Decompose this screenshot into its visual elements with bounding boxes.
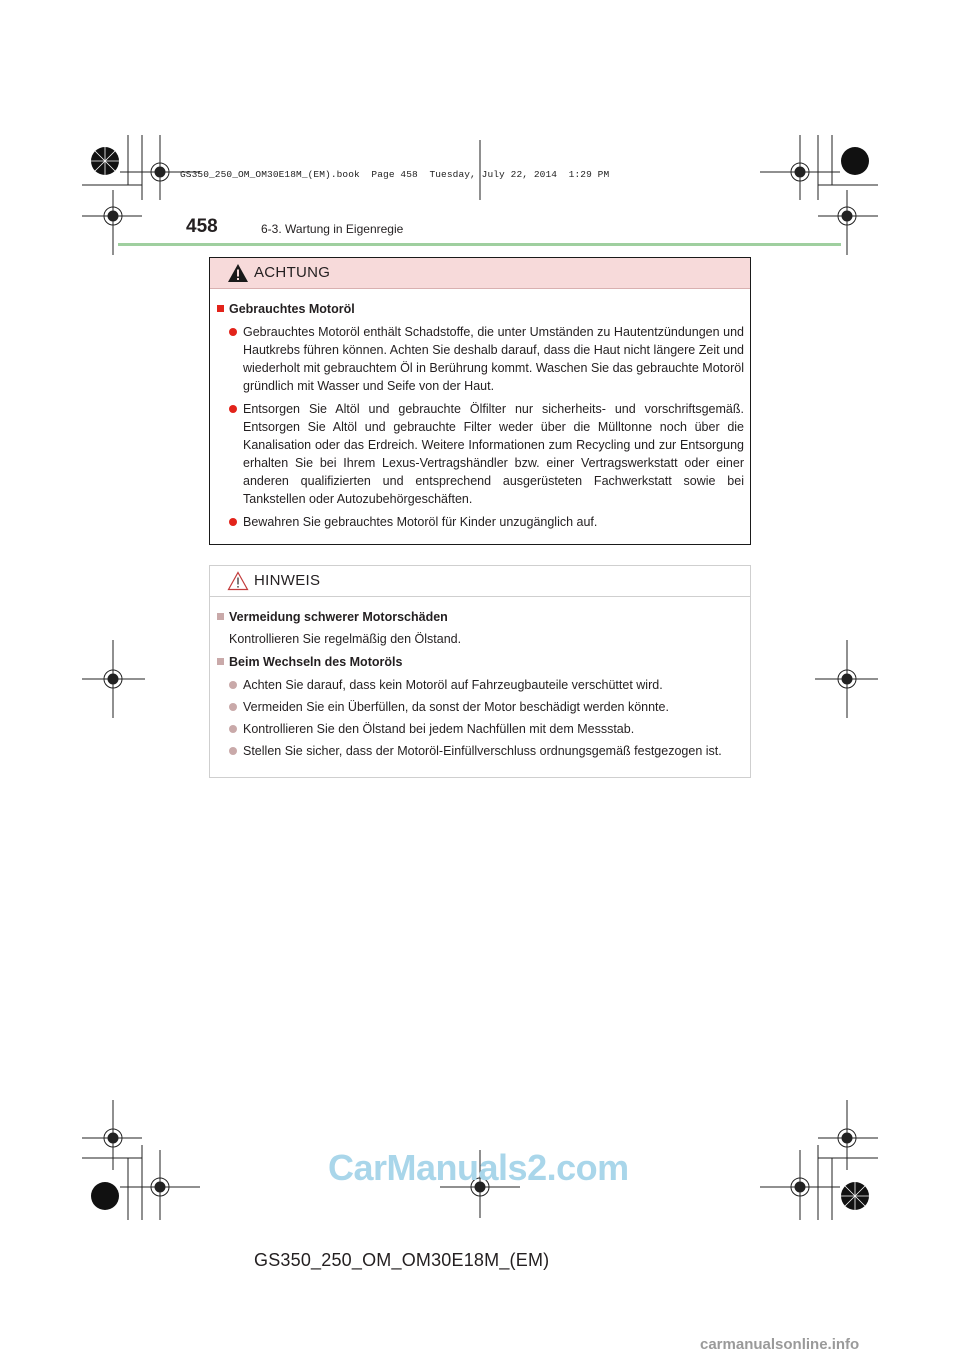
page-number: 458 bbox=[186, 216, 218, 237]
warning-body bbox=[210, 300, 750, 531]
square-bullet-icon bbox=[217, 613, 224, 620]
round-bullet-icon bbox=[229, 328, 237, 336]
square-bullet-icon bbox=[217, 305, 224, 312]
warning-bullet: Gebrauchtes Motoröl enthält Schadstoffe, die unter Umständen zu Hautentzündungen und Hautkrebs führen können. Achten Sie deshalb darauf, dass die Haut nicht längere Zeit und wiederholt mit gebrauchtem Öl in Berührung kommt. Waschen Sie das gebrauchte Motoröl gründlich mit Wasser und Seife von der Haut. bbox=[217, 323, 744, 395]
notice-box bbox=[209, 565, 751, 778]
round-bullet-icon bbox=[229, 703, 237, 711]
round-bullet-icon bbox=[229, 725, 237, 733]
square-bullet-icon bbox=[217, 658, 224, 665]
caution-triangle-outline-icon bbox=[227, 571, 249, 591]
notice-title: HINWEIS bbox=[254, 572, 321, 589]
notice-text: Kontrollieren Sie regelmäßig den Ölstand. bbox=[229, 632, 462, 646]
watermark-carmanuals2: CarManuals2.com bbox=[328, 1147, 629, 1188]
watermark-carmanualsonline: carmanualsonline.info bbox=[700, 1336, 860, 1353]
notice-bullet: Stellen Sie sicher, dass der Motoröl-Einfüllverschluss ordnungsgemäß festgezogen ist. bbox=[217, 742, 744, 760]
notice-heading: Beim Wechseln des Motoröls bbox=[217, 653, 744, 671]
notice-bullet: Vermeiden Sie ein Überfüllen, da sonst der Motor beschädigt werden könnte. bbox=[217, 698, 744, 716]
section-title: 6-3. Wartung in Eigenregie bbox=[261, 222, 404, 236]
warning-bullet: Entsorgen Sie Altöl und gebrauchte Ölfilter nur sicherheits- und vorschriftsgemäß. Entsorgen Sie Altöl und gebrauchte Filter weder über die Mülltonne noch über die Kanalisation oder das Erdreich. Weitere Informationen zum Recycling und zur Entsorgung erhalten Sie bei Ihrem Lexus-Vertragshändler bzw. einer Vertragswerkstatt oder einer anderen qualifizierten und entsprechend ausgerüsteten Fachwerkstatt sowie bei Tankstellen oder Autozubehörgeschäften. bbox=[217, 400, 744, 508]
warning-triangle-icon bbox=[227, 263, 249, 283]
notice-bullet: Kontrollieren Sie den Ölstand bei jedem Nachfüllen mit dem Messstab. bbox=[217, 720, 744, 738]
notice-header bbox=[210, 566, 750, 597]
warning-title: ACHTUNG bbox=[254, 264, 331, 281]
round-bullet-icon bbox=[229, 681, 237, 689]
print-slug: GS350_250_OM_OM30E18M_(EM).book Page 458 Tuesday, July 22, 2014 1:29 PM bbox=[180, 169, 610, 180]
warning-box bbox=[209, 257, 751, 545]
warning-header bbox=[210, 258, 750, 289]
round-bullet-icon bbox=[229, 747, 237, 755]
notice-body bbox=[210, 608, 750, 760]
warning-bullet: Bewahren Sie gebrauchtes Motoröl für Kinder unzugänglich auf. bbox=[217, 513, 744, 531]
footer-code: GS350_250_OM_OM30E18M_(EM) bbox=[254, 1250, 550, 1270]
notice-heading: Vermeidung schwerer Motorschäden bbox=[217, 608, 744, 626]
header-rule bbox=[118, 243, 841, 246]
warning-heading: Gebrauchtes Motoröl bbox=[217, 300, 744, 318]
round-bullet-icon bbox=[229, 518, 237, 526]
round-bullet-icon bbox=[229, 405, 237, 413]
notice-bullet: Achten Sie darauf, dass kein Motoröl auf Fahrzeugbauteile verschüttet wird. bbox=[217, 676, 744, 694]
